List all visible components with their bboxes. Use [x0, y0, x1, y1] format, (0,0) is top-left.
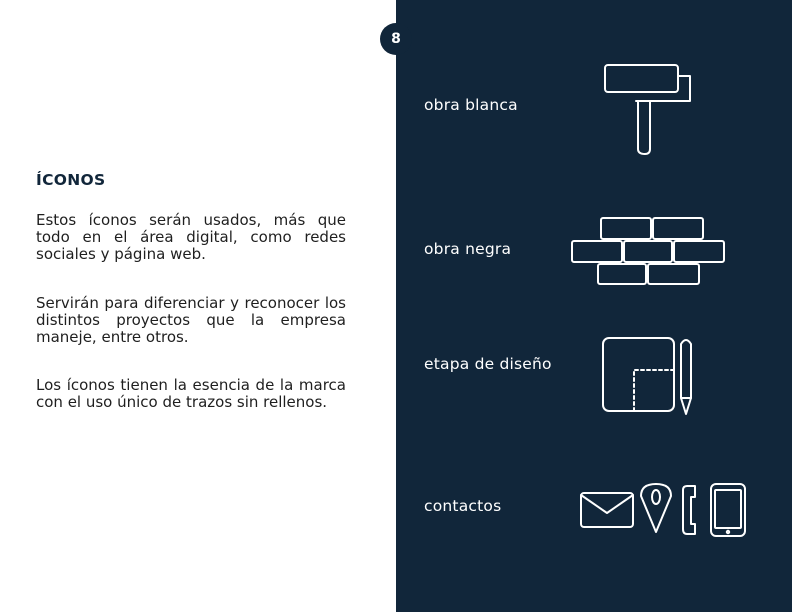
contact-icons [577, 480, 749, 540]
icon-label-obra-blanca: obra blanca [424, 96, 518, 114]
icon-label-contactos: contactos [424, 497, 502, 515]
drawing-board-pencil-icon [600, 334, 700, 418]
paint-roller-icon [600, 60, 700, 160]
paragraph-usage: Estos íconos serán usados, más que todo en el área digital, como redes sociales y página web. [36, 211, 346, 263]
icon-label-etapa-diseno: etapa de diseño [424, 355, 552, 373]
page-number-badge: 8 [380, 23, 412, 55]
paragraph-essence: Los íconos tienen la esencia de la marca con el uso único de trazos sin rellenos. [36, 376, 346, 411]
section-title: ÍCONOS [36, 171, 106, 189]
paragraph-purpose: Servirán para diferenciar y reconocer los distintos proyectos que la empresa maneje, entre otros. [36, 294, 346, 346]
bricks-icon [568, 215, 728, 287]
icon-label-obra-negra: obra negra [424, 240, 512, 258]
